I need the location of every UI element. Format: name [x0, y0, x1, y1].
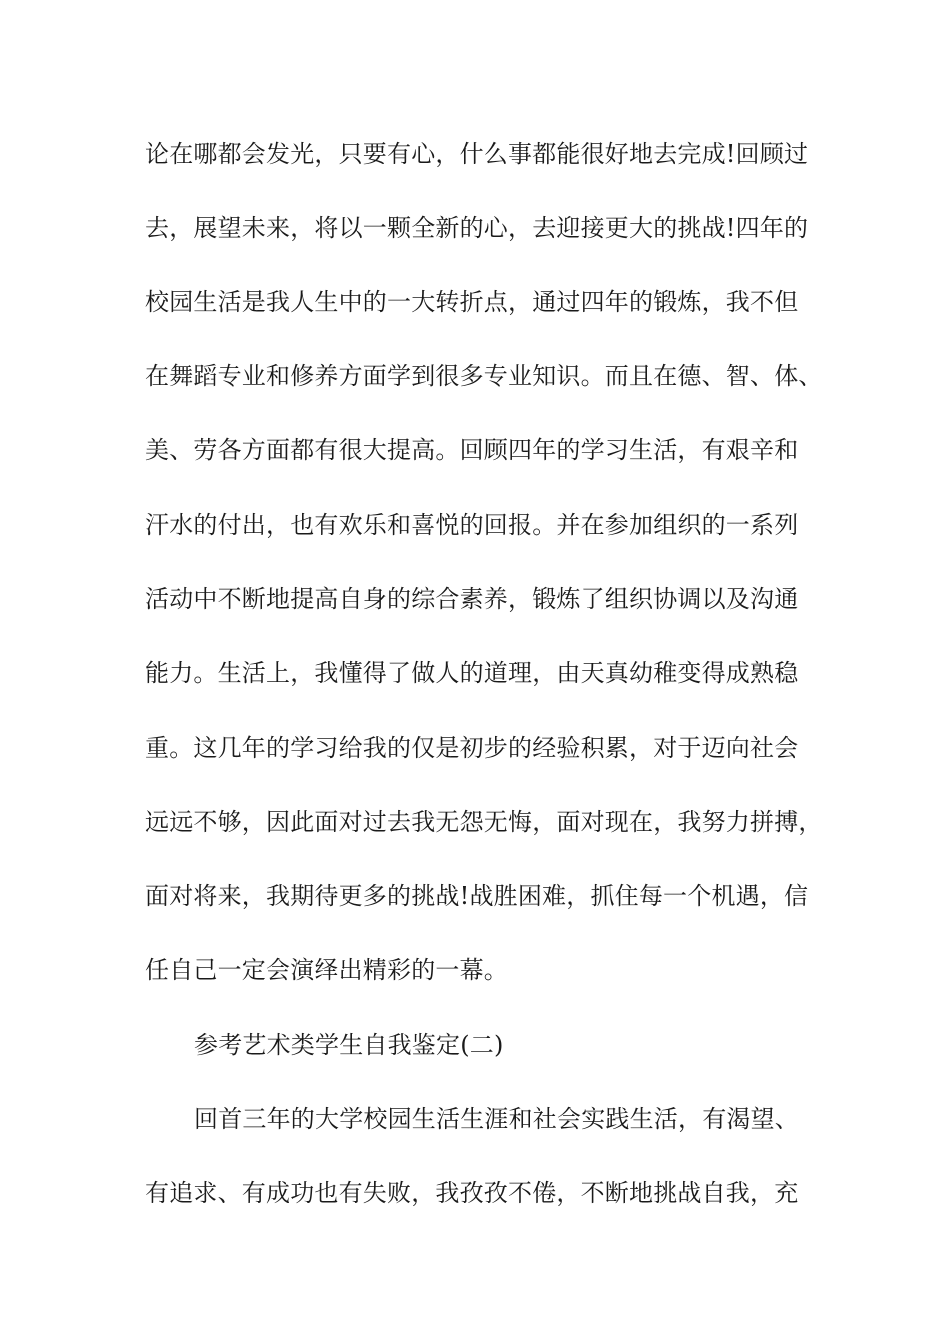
text-line: 面对将来，我期待更多的挑战!战胜困难，抓住每一个机遇，信 — [145, 882, 809, 910]
text-line: 远远不够，因此面对过去我无怨无悔，面对现在，我努力拼搏， — [145, 808, 823, 836]
section-heading: 参考艺术类学生自我鉴定(二) — [194, 1031, 504, 1059]
text-line: 美、劳各方面都有很大提高。回顾四年的学习生活，有艰辛和 — [145, 436, 799, 464]
text-line: 有追求、有成功也有失败，我孜孜不倦，不断地挑战自我，充 — [145, 1179, 799, 1207]
text-line: 能力。生活上，我懂得了做人的道理，由天真幼稚变得成熟稳 — [145, 659, 799, 687]
text-line: 活动中不断地提高自身的综合素养，锻炼了组织协调以及沟通 — [145, 585, 799, 613]
text-line: 重。这几年的学习给我的仅是初步的经验积累，对于迈向社会 — [145, 734, 799, 762]
text-line: 论在哪都会发光，只要有心，什么事都能很好地去完成!回顾过 — [145, 140, 809, 168]
text-line: 去，展望未来，将以一颗全新的心，去迎接更大的挑战!四年的 — [145, 214, 809, 242]
text-line: 校园生活是我人生中的一大转折点，通过四年的锻炼，我不但 — [145, 288, 799, 316]
text-line: 回首三年的大学校园生活生涯和社会实践生活，有渴望、 — [194, 1105, 799, 1133]
text-line: 任自己一定会演绎出精彩的一幕。 — [145, 956, 508, 984]
text-line: 汗水的付出，也有欢乐和喜悦的回报。并在参加组织的一系列 — [145, 511, 799, 539]
text-line: 在舞蹈专业和修养方面学到很多专业知识。而且在德、智、体、 — [145, 362, 823, 390]
